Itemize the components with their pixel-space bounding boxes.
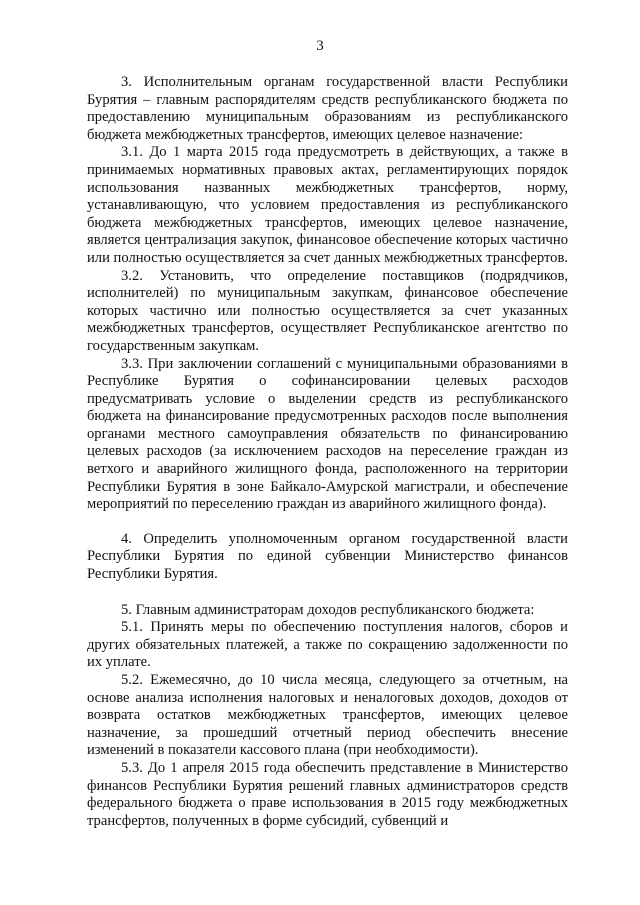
paragraph-spacer <box>87 514 568 531</box>
paragraph-5: 5. Главным администраторам доходов республиканского бюджета: <box>121 601 535 618</box>
paragraph-3-3: 3.3. При заключении соглашений с муниципальными образованиями в Республике Бурятия о софинансировании целевых расходов предусматривать условие о выделении средств из республиканского бюджета на финансирование предусмотренных расходов после выполнения органами местного самоуправления обязательств по финансированию целевых расходов (за исключением расходов на переселение граждан из ветхого и аварийного жилищного фонда, расположенного на территории Республики Бурятия в зоне Байкало-Амурской магистрали, и обеспечение мероприятий по переселению граждан из аварийного жилищного фонда). <box>87 355 568 513</box>
paragraph-4: 4. Определить уполномоченным органом государственной власти Республики Бурятия по единой субвенции Министерство финансов Республики Бурятия. <box>87 530 568 583</box>
paragraph-3: 3. Исполнительным органам государственной власти Республики Бурятия – главным распорядителям средств республиканского бюджета по предоставлению муниципальным образованиям из республиканского бюджета межбюджетных трансфертов, имеющих целевое назначение: <box>87 74 568 143</box>
paragraph-3-2: 3.2. Установить, что определение поставщиков (подрядчиков, исполнителей) по муниципальным закупкам, финансовое обеспечение которых частично или полностью осуществляется за счет указанных межбюджетных трансфертов, осуществляет Республиканское агентство по государственным закупкам. <box>87 267 568 354</box>
paragraph-5-3: 5.3. До 1 апреля 2015 года обеспечить представление в Министерство финансов Республики Бурятия решений главных администраторов средств федерального бюджета о праве использования в 2015 году межбюджетных трансфертов, полученных в форме субсидий, субвенций и <box>87 759 568 829</box>
paragraph-spacer <box>87 584 568 602</box>
page-number: 3 <box>316 38 324 54</box>
paragraph-5-2: 5.2. Ежемесячно, до 10 числа месяца, следующего за отчетным, на основе анализа исполнения налоговых и неналоговых доходов, доходов от возврата остатков межбюджетных трансфертов, имеющих целевое назначение, за прошедший отчетный период обеспечить внесение изменений в показатели кассового плана (при необходимости). <box>87 672 568 759</box>
document-body <box>87 74 568 830</box>
paragraph-3-1: 3.1. До 1 марта 2015 года предусмотреть в действующих, а также в принимаемых нормативных правовых актах, регламентирующих порядок использования названных межбюджетных трансфертов, норму, устанавливающую, что условием предоставления из республиканского бюджета межбюджетных трансфертов, имеющих целевое назначение, является централизация закупок, финансовое обеспечение которых частично или полностью осуществляется за счет данных межбюджетных трансфертов. <box>87 144 568 266</box>
paragraph-5-1: 5.1. Принять меры по обеспечению поступления налогов, сборов и других обязательных платежей, а также по сокращению задолженности по их уплате. <box>87 619 568 671</box>
